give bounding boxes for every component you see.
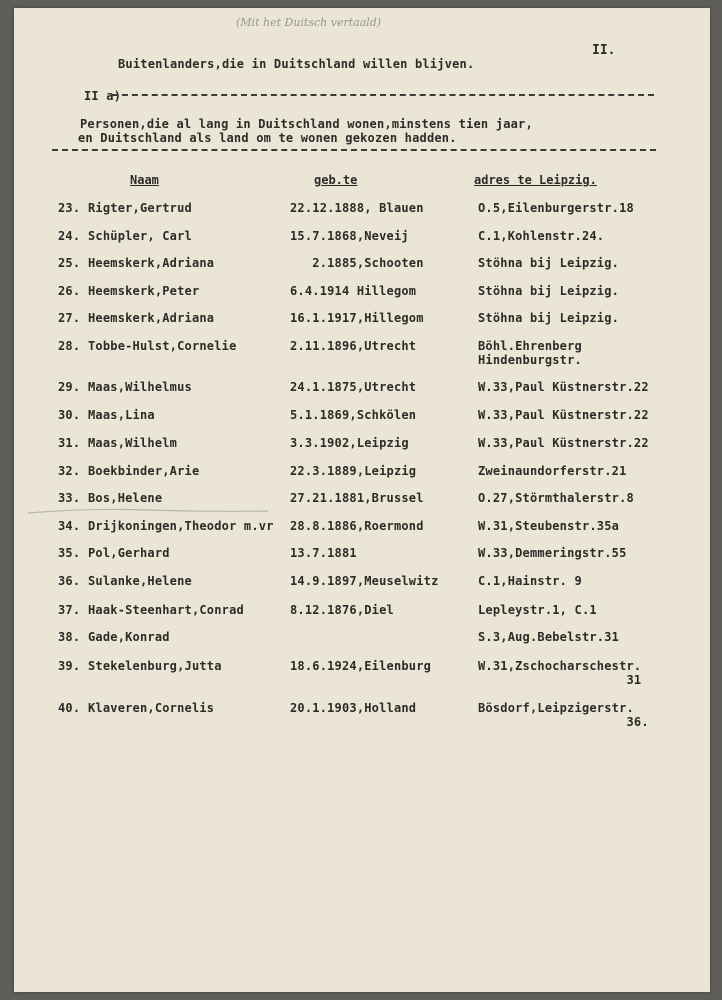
table-row	[0, 201, 722, 229]
birth-date-place: 28.8.1886,Roermond	[290, 519, 424, 533]
table-row	[0, 408, 722, 436]
section-description-line-1: Personen,die al lang in Duitschland wonen,minstens tien jaar,	[80, 117, 533, 131]
row-number: 31.	[58, 436, 81, 450]
row-number: 28.	[58, 339, 81, 353]
divider-line	[52, 149, 656, 151]
person-name: Heemskerk,Peter	[88, 284, 200, 298]
table-row	[0, 491, 722, 519]
leipzig-address: C.1,Hainstr. 9	[478, 574, 582, 588]
leipzig-address: Stöhna bij Leipzig.	[478, 256, 620, 270]
person-name: Bos,Helene	[88, 491, 163, 505]
row-number: 40.	[58, 701, 81, 715]
column-header-address: adres te Leipzig.	[474, 173, 597, 187]
pencil-note: (Mit het Duitsch vertaald)	[236, 16, 382, 29]
row-number: 36.	[58, 574, 81, 588]
table-row	[0, 519, 722, 547]
person-name: Maas,Wilhelm	[88, 436, 178, 450]
leipzig-address: W.31,Steubenstr.35a	[478, 519, 620, 533]
row-number: 38.	[58, 630, 81, 644]
person-name: Maas,Lina	[88, 408, 155, 422]
row-number: 24.	[58, 229, 81, 243]
row-number: 35.	[58, 546, 81, 560]
table-row	[0, 229, 722, 257]
column-header-birth: geb.te	[314, 173, 358, 187]
person-name: Gade,Konrad	[88, 630, 170, 644]
birth-date-place: 27.21.1881,Brussel	[290, 491, 424, 505]
person-name: Rigter,Gertrud	[88, 201, 192, 215]
row-number: 37.	[58, 603, 81, 617]
table-row	[0, 546, 722, 574]
table-row	[0, 603, 722, 631]
table-row	[0, 311, 722, 339]
leipzig-address: C.1,Kohlenstr.24.	[478, 229, 605, 243]
row-number: 32.	[58, 464, 81, 478]
leipzig-address: Bösdorf,Leipzigerstr. 36.	[478, 701, 649, 729]
person-name: Klaveren,Cornelis	[88, 701, 215, 715]
person-name: Drijkoningen,Theodor m.vr	[88, 519, 274, 533]
section-description-line-2: en Duitschland als land om te wonen gekozen hadden.	[78, 131, 457, 145]
birth-date-place: 24.1.1875,Utrecht	[290, 380, 417, 394]
person-name: Heemskerk,Adriana	[88, 311, 215, 325]
leipzig-address: O.27,Störmthalerstr.8	[478, 491, 634, 505]
leipzig-address: Zweinaundorferstr.21	[478, 464, 627, 478]
leipzig-address: Stöhna bij Leipzig.	[478, 284, 620, 298]
row-number: 33.	[58, 491, 81, 505]
person-name: Pol,Gerhard	[88, 546, 170, 560]
birth-date-place: 22.3.1889,Leipzig	[290, 464, 417, 478]
table-row	[0, 436, 722, 464]
table-row	[0, 339, 722, 367]
row-number: 29.	[58, 380, 81, 394]
birth-date-place: 15.7.1868,Neveij	[290, 229, 409, 243]
person-name: Tobbe-Hulst,Cornelie	[88, 339, 237, 353]
leipzig-address: Lepleystr.1, C.1	[478, 603, 597, 617]
birth-date-place: 22.12.1888, Blauen	[290, 201, 424, 215]
column-header-name: Naam	[130, 173, 159, 187]
divider-line	[112, 94, 654, 96]
birth-date-place: 5.1.1869,Schkölen	[290, 408, 417, 422]
person-name: Sulanke,Helene	[88, 574, 192, 588]
row-number: 25.	[58, 256, 81, 270]
birth-date-place: 6.4.1914 Hillegom	[290, 284, 417, 298]
table-row	[0, 284, 722, 312]
table-row	[0, 701, 722, 729]
page-number: II.	[592, 43, 616, 58]
birth-date-place: 13.7.1881	[290, 546, 357, 560]
person-name: Heemskerk,Adriana	[88, 256, 215, 270]
birth-date-place: 20.1.1903,Holland	[290, 701, 417, 715]
person-name: Schüpler, Carl	[88, 229, 192, 243]
row-number: 39.	[58, 659, 81, 673]
birth-date-place: 16.1.1917,Hillegom	[290, 311, 424, 325]
table-row	[0, 380, 722, 408]
leipzig-address: W.31,Zschocharschestr. 31	[478, 659, 642, 687]
document-title: Buitenlanders,die in Duitschland willen blijven.	[118, 57, 475, 71]
birth-date-place: 14.9.1897,Meuselwitz	[290, 574, 439, 588]
leipzig-address: Böhl.Ehrenberg Hindenburgstr.	[478, 339, 582, 367]
row-number: 23.	[58, 201, 81, 215]
table-row	[0, 256, 722, 284]
leipzig-address: W.33,Paul Küstnerstr.22	[478, 380, 649, 394]
leipzig-address: W.33,Paul Küstnerstr.22	[478, 408, 649, 422]
birth-date-place: 2.1885,Schooten	[290, 256, 424, 270]
table-row	[0, 630, 722, 658]
section-label: II a)	[84, 89, 122, 103]
birth-date-place: 3.3.1902,Leipzig	[290, 436, 409, 450]
leipzig-address: W.33,Demmeringstr.55	[478, 546, 627, 560]
row-number: 26.	[58, 284, 81, 298]
birth-date-place: 18.6.1924,Eilenburg	[290, 659, 432, 673]
leipzig-address: S.3,Aug.Bebelstr.31	[478, 630, 620, 644]
table-row	[0, 659, 722, 687]
person-name: Haak-Steenhart,Conrad	[88, 603, 244, 617]
leipzig-address: Stöhna bij Leipzig.	[478, 311, 620, 325]
table-row	[0, 464, 722, 492]
row-number: 27.	[58, 311, 81, 325]
leipzig-address: O.5,Eilenburgerstr.18	[478, 201, 634, 215]
birth-date-place: 8.12.1876,Diel	[290, 603, 394, 617]
table-row	[0, 574, 722, 602]
row-number: 30.	[58, 408, 81, 422]
person-name: Boekbinder,Arie	[88, 464, 200, 478]
person-name: Stekelenburg,Jutta	[88, 659, 222, 673]
person-name: Maas,Wilhelmus	[88, 380, 192, 394]
birth-date-place: 2.11.1896,Utrecht	[290, 339, 417, 353]
row-number: 34.	[58, 519, 81, 533]
leipzig-address: W.33,Paul Küstnerstr.22	[478, 436, 649, 450]
